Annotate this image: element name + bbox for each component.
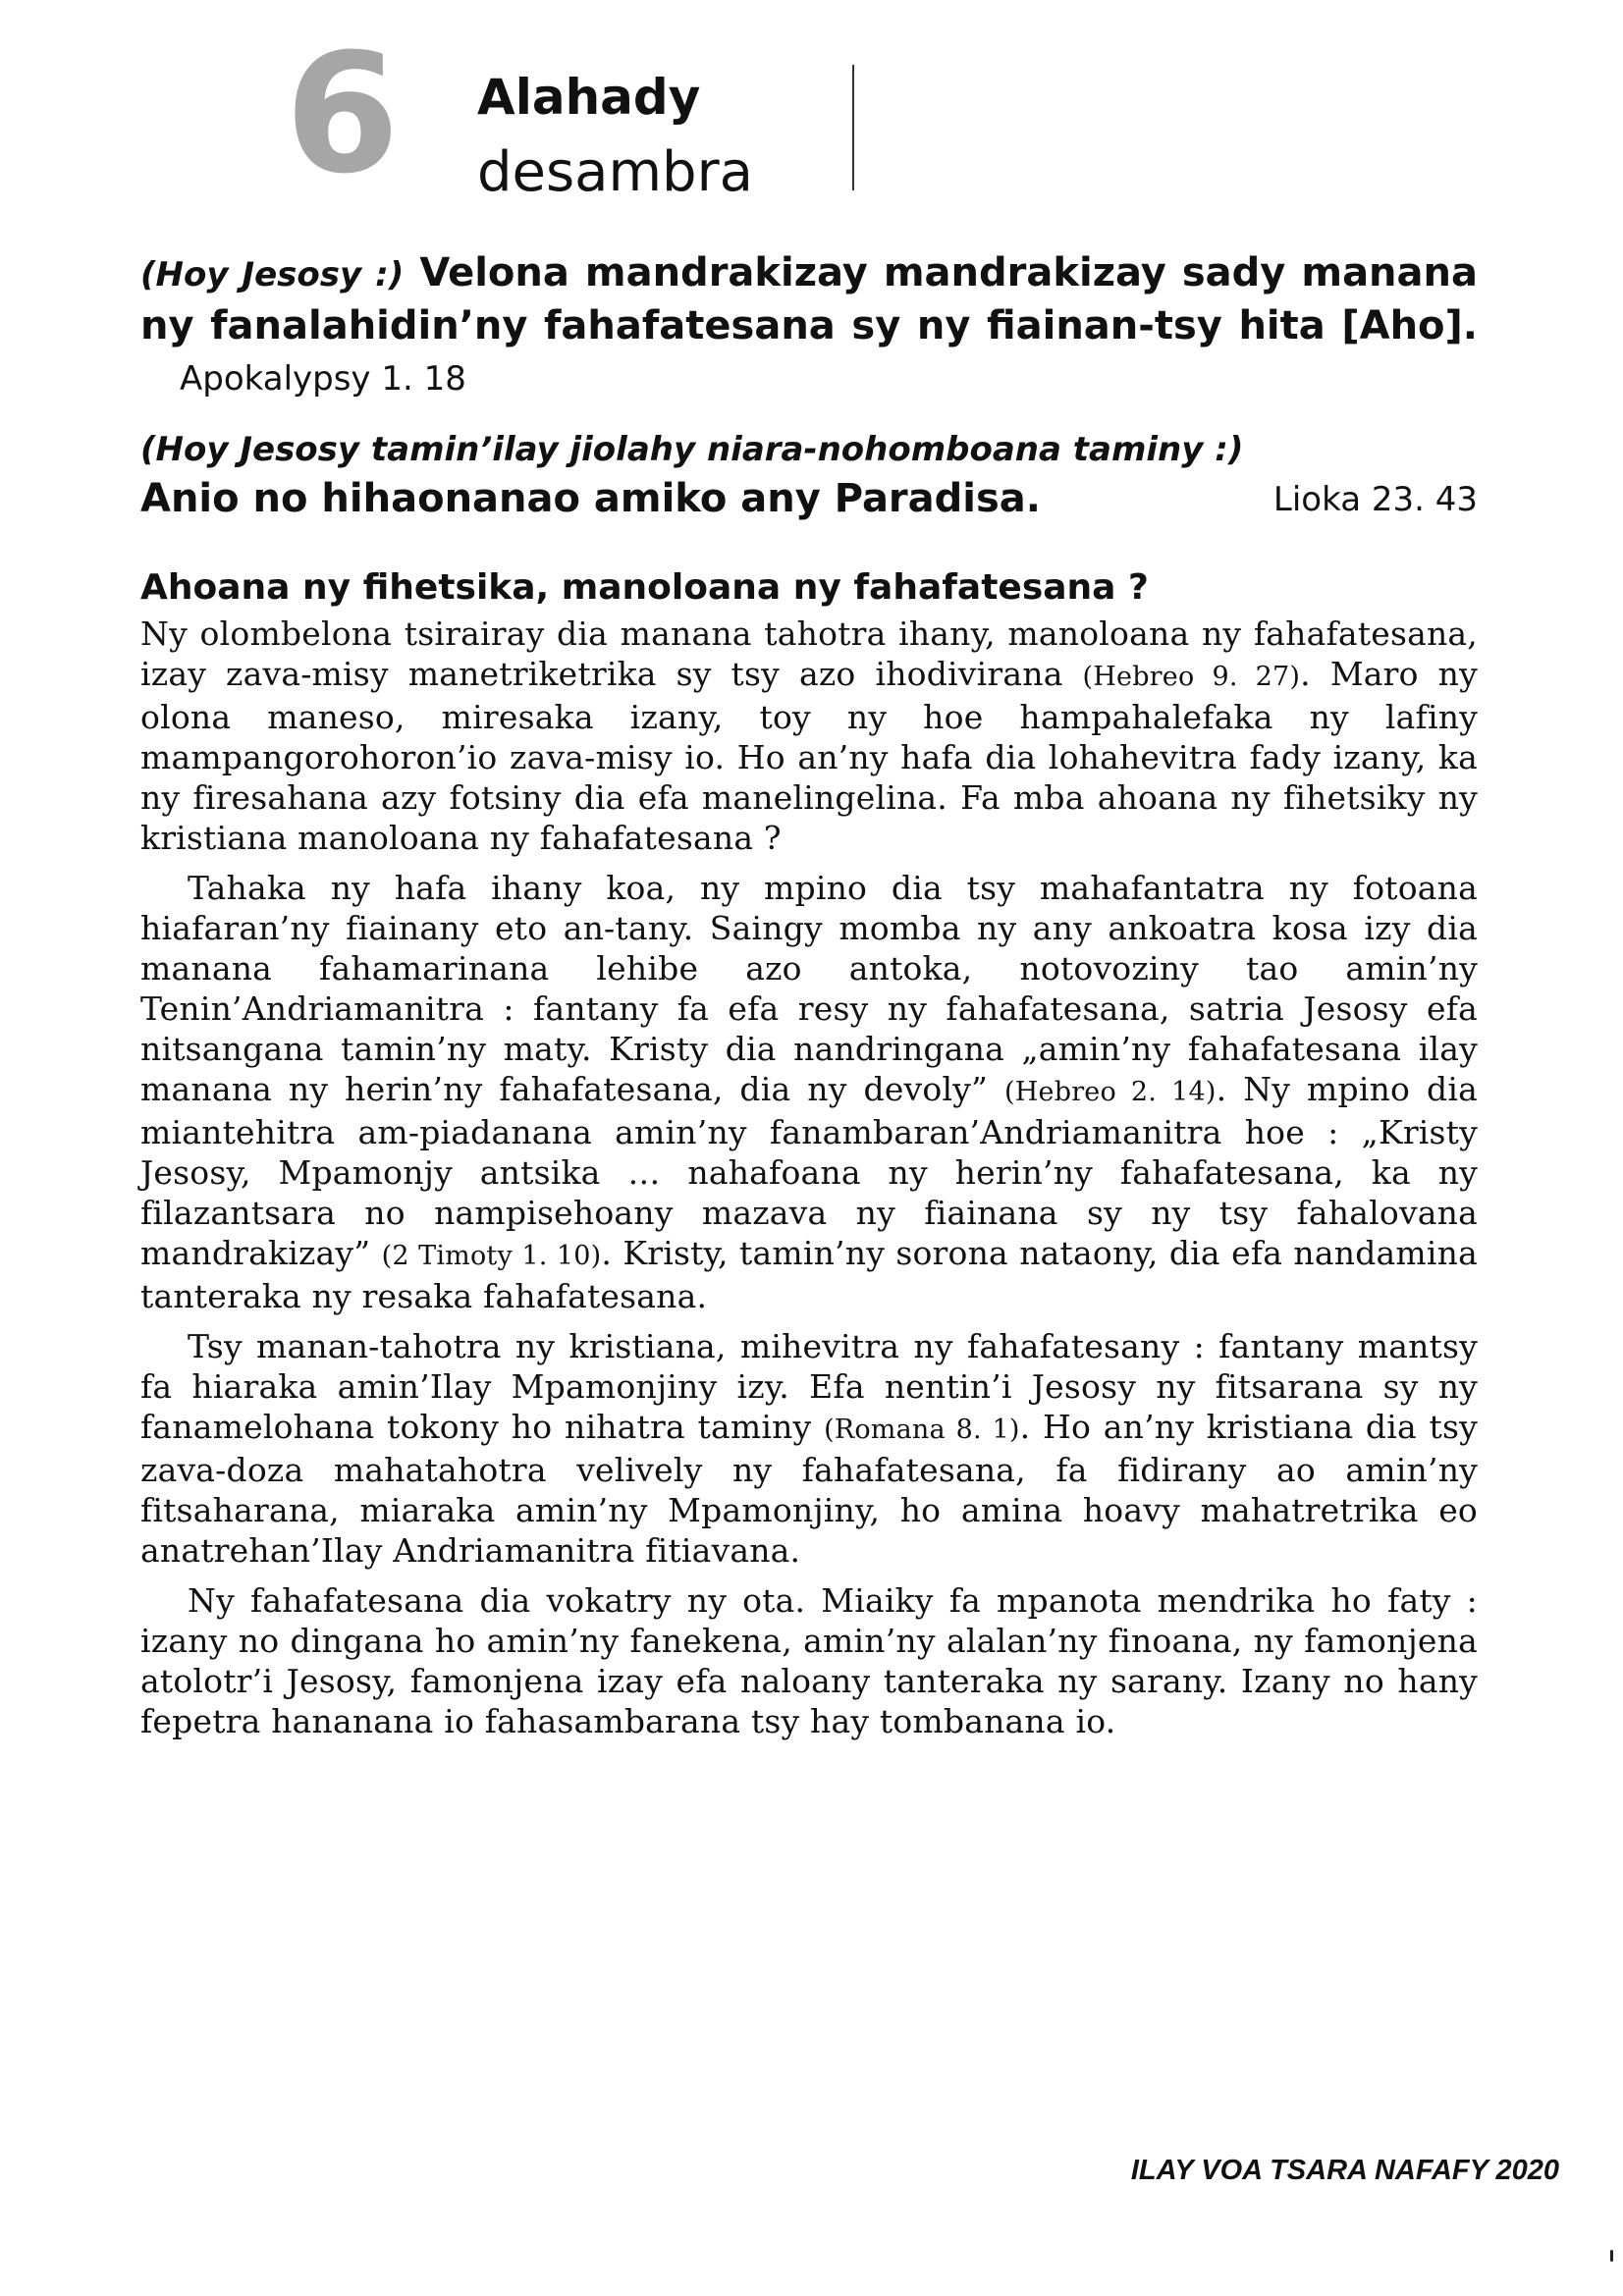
verse-1-reference: Apokalypsy 1. 18	[180, 359, 466, 399]
day-number: 6	[285, 18, 400, 210]
p1-text-b: . Maro ny olona maneso, miresaka izany, toy ny hoe hampahalefaka ny lafiny mampangorohoron’io zava-misy io. Ho an’ny hafa dia lohahevitra fady izany, ka ny firesahana azy fotsiny dia efa manelingelina. Fa mba ahoana ny fihetsiky ny kristiana manoloana ny fahafatesana ?	[140, 655, 1478, 857]
p2-text-c: . Kristy, tamin’ny sorona nataony, dia efa nandamina tanteraka ny resaka fahafatesana.	[140, 1234, 1478, 1315]
article-paragraph-2	[140, 868, 1478, 1316]
header-divider	[852, 65, 854, 190]
edge-mark	[1610, 2250, 1613, 2262]
p3-text-a: Tsy manan-tahotra ny kristiana, mihevitra ny fahafatesany : fantany mantsy fa hiaraka amin’Ilay Mpamonjiny izy. Efa nentin’i Jesosy ny fitsarana sy ny fanamelohana tokony ho nihatra taminy	[140, 1327, 1478, 1446]
verse-1-intro: (Hoy Jesosy :)	[140, 255, 405, 294]
verse-2-reference: Lioka 23. 43	[1272, 480, 1478, 519]
weekday-label: Alahady	[477, 69, 701, 126]
p1-reference: (Hebreo 9. 27)	[1082, 662, 1301, 692]
article-paragraph-3	[140, 1326, 1478, 1571]
p2-reference-1: (Hebreo 2. 14)	[1004, 1077, 1217, 1107]
month-label: desambra	[477, 140, 753, 204]
footer-publication-title: ILAY VOA TSARA NAFAFY 2020	[1130, 2155, 1559, 2186]
p2-reference-2: (2 Timoty 1. 10)	[381, 1241, 602, 1271]
p2-text-a: Tahaka ny hafa ihany koa, ny mpino dia tsy mahafantatra ny fotoana hiafaran’ny fiainany eto an-tany. Saingy momba ny any ankoatra kosa izy dia manana fahamarinana lehibe azo antoka, notovoziny tao amin’ny Tenin’Andriamanitra : fantany fa efa resy ny fahafatesana, satria Jesosy efa nitsangana tamin’ny maty. Kristy dia nandringana „amin’ny fahafatesana ilay manana ny herin’ny fahafatesana, dia ny devoly”	[140, 869, 1478, 1108]
article-paragraph-4: Ny fahafatesana dia vokatry ny ota. Miaiky fa mpanota mendrika ho faty : izany no dingana ho amin’ny fanekena, amin’ny alalan’ny finoana, ny famonjena atolotr’i Jesosy, famonjena izay efa naloany tanteraka ny sarany. Izany no hany fepetra hananana io fahasambarana tsy hay tombanana io.	[140, 1581, 1478, 1740]
verse-2-intro: (Hoy Jesosy tamin’ilay jiolahy niara-nohomboana taminy :)	[140, 430, 1244, 469]
p3-text-b: . Ho an’ny kristiana dia tsy zava-doza mahatahotra velively ny fahafatesana, fa fidirany ao amin’ny fitsaharana, miaraka amin’ny Mpamonjiny, ho amina hoavy mahatretrika eo anatrehan’Ilay Andriamanitra fitiavana.	[140, 1408, 1478, 1570]
p1-text-a: Ny olombelona tsirairay dia manana tahotra ihany, manoloana ny fahafatesana, izay zava-misy manetriketrika sy tsy azo ihodivirana	[140, 614, 1478, 693]
verse-1	[140, 247, 1478, 404]
p2-text-b: . Ny mpino dia miantehitra am-piadanana amin’ny fanambaran’Andriamanitra hoe : „Kristy Jesosy, Mpamonjy antsika … nahafoana ny herin’ny fahafatesana, ka ny filazantsara no nampisehoany mazava ny fiainana sy ny tsy fahalovana mandrakizay”	[140, 1070, 1478, 1272]
verse-2-text: Anio no hihaonanao amiko any Paradisa.	[140, 476, 1041, 521]
verse-1-text: Velona mandrakizay mandrakizay sady manana ny fanalahidin’ny fahafatesana sy ny fiainan-tsy hita [Aho].	[140, 250, 1478, 348]
date-header	[285, 18, 913, 210]
article-heading: Ahoana ny fihetsika, manoloana ny fahafatesana ?	[140, 567, 1149, 608]
p3-reference: (Romana 8. 1)	[824, 1415, 1020, 1445]
article-paragraph-1	[140, 614, 1478, 858]
page-content	[140, 247, 1478, 1751]
verse-2	[140, 426, 1478, 525]
